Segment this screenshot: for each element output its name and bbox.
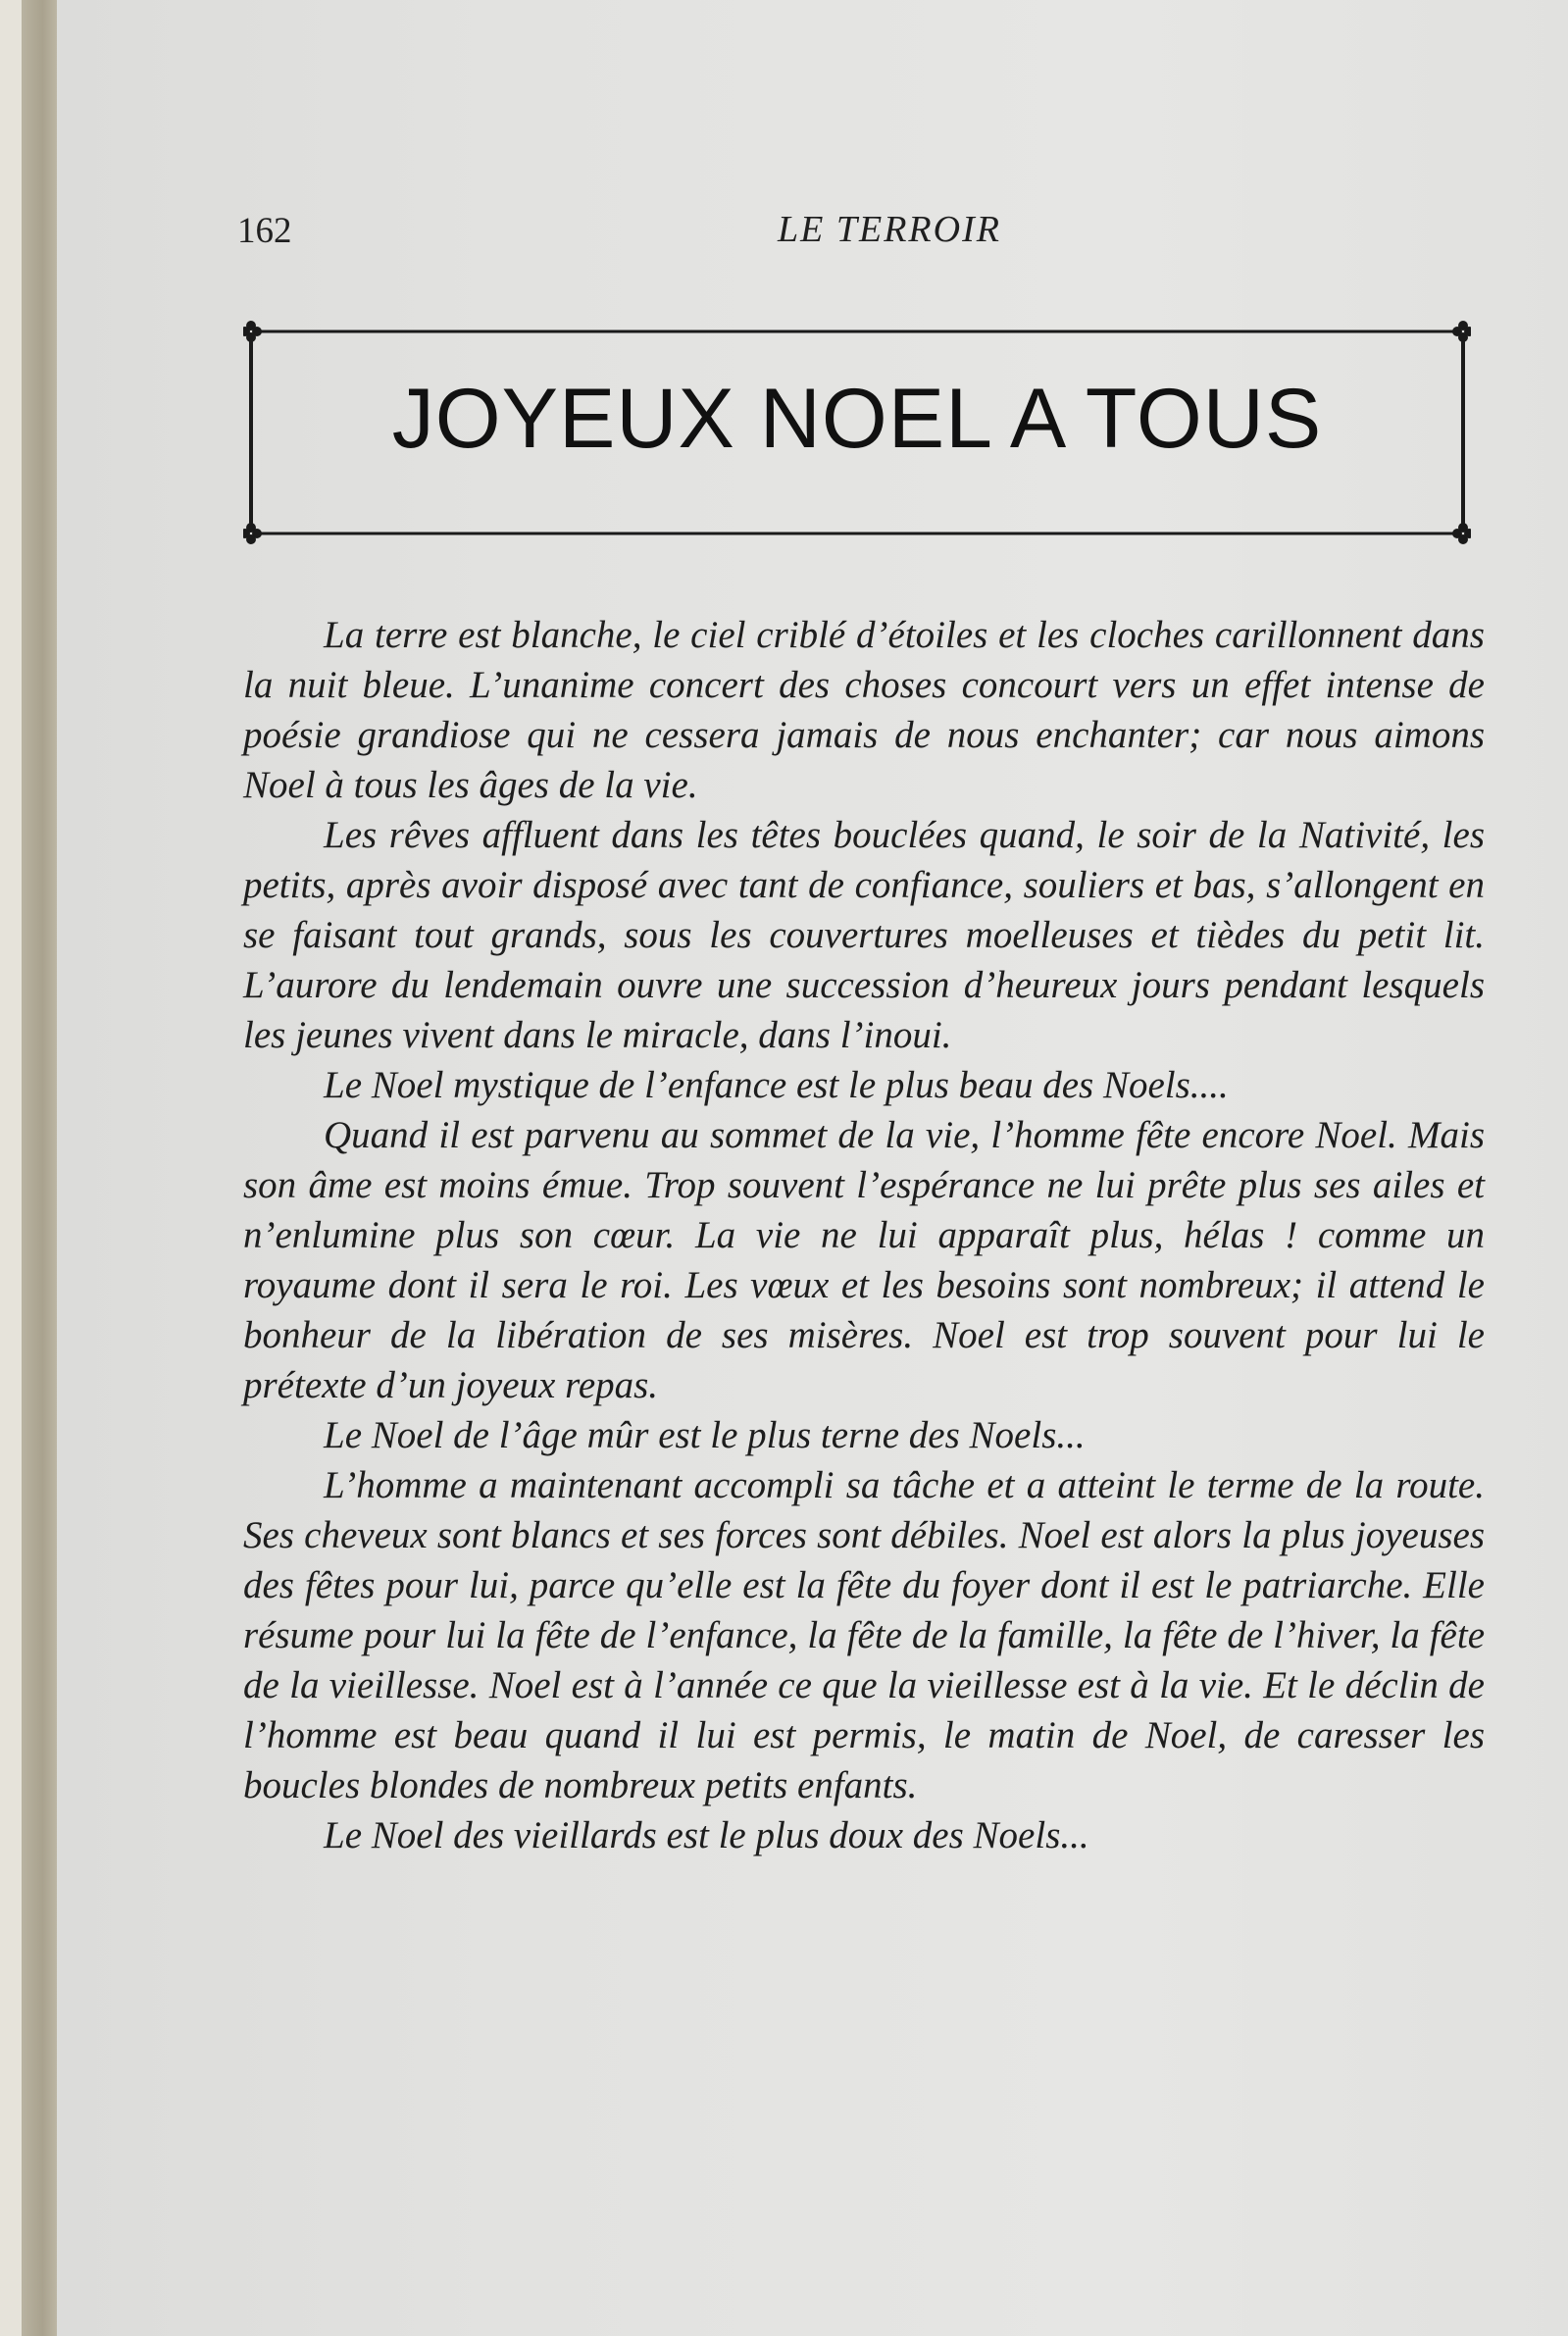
paragraph: L’homme a maintenant accompli sa tâche et a atteint le terme de la route. Ses cheveux sont blancs et ses forces sont débiles. Noel est alors la plus joyeuses des fêtes pour lui, parce qu’elle est la fête du foyer dont il est le patriarche. Elle résume pour lui la fête de l’enfance, la fête de la famille, la fête de l’hiver, la fête de la vieillesse. Noel est à l’année ce que la vieillesse est à la vie. Et le déclin de l’homme est beau quand il lui est permis, le matin de Noel, de caresser les boucles blondes de nombreux petits enfants. bbox=[243, 1464, 1485, 1806]
paragraph: Le Noel mystique de l’enfance est le plus beau des Noels.... bbox=[324, 1064, 1229, 1106]
paragraph: Le Noel de l’âge mûr est le plus terne des Noels... bbox=[324, 1414, 1086, 1456]
article-body bbox=[243, 610, 1485, 1860]
corner-fleuron-icon bbox=[243, 321, 262, 342]
corner-fleuron-icon bbox=[243, 523, 262, 544]
paragraph: Quand il est parvenu au sommet de la vie, l’homme fête encore Noel. Mais son âme est moins émue. Trop souvent l’espérance ne lui prête plus ses ailes et n’enlumine plus son cœur. La vie ne lui apparaît plus, hélas ! comme un royaume dont il sera le roi. Les vœux et les besoins sont nombreux; il attend le bonheur de la libération de ses misères. Noel est trop souvent pour lui le prétexte d’un joyeux repas. bbox=[243, 1114, 1485, 1406]
binding-edge bbox=[0, 0, 22, 2336]
corner-fleuron-icon bbox=[1452, 321, 1471, 342]
article-title: JOYEUX NOEL A TOUS bbox=[391, 372, 1323, 466]
corner-fleuron-icon bbox=[1452, 523, 1471, 544]
title-frame bbox=[243, 320, 1471, 545]
paragraph: La terre est blanche, le ciel criblé d’étoiles et les cloches carillonnent dans la nuit bleue. L’unanime concert des choses concourt vers un effet intense de poésie grandiose qui ne cessera jamais de nous enchanter; car nous aimons Noel à tous les âges de la vie. bbox=[243, 614, 1485, 806]
paragraph: Les rêves affluent dans les têtes bouclées quand, le soir de la Nativité, les petits, après avoir disposé avec tant de confiance, souliers et bas, s’allongent en se faisant tout grands, sous les couvertures moelleuses et tièdes du petit lit. L’aurore du lendemain ouvre une succession d’heureux jours pendant lesquels les jeunes vivent dans le miracle, dans l’inoui. bbox=[243, 814, 1485, 1056]
book-gutter bbox=[22, 0, 57, 2336]
running-head bbox=[237, 208, 1483, 257]
paragraph: Le Noel des vieillards est le plus doux des Noels... bbox=[324, 1814, 1089, 1856]
running-title: LE TERROIR bbox=[778, 209, 1001, 250]
page-number: 162 bbox=[237, 211, 292, 251]
